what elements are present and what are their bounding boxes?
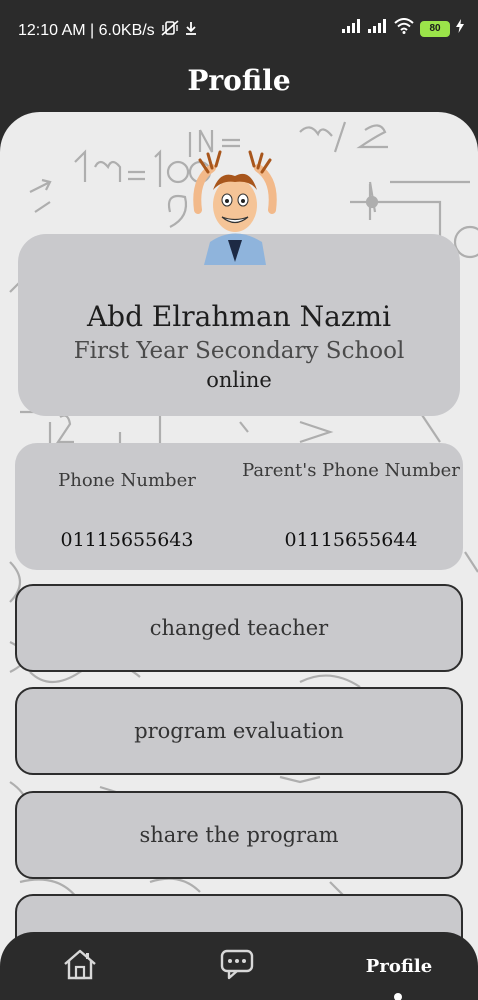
charging-icon — [456, 19, 464, 38]
nav-home[interactable] — [48, 932, 112, 1000]
status-time-speed: 12:10 AM | 6.0KB/s — [18, 21, 155, 39]
status-right — [342, 18, 464, 39]
student-name: Abd Elrahman Nazmi — [86, 300, 392, 333]
phones-card — [15, 443, 463, 570]
wifi-icon — [394, 18, 414, 39]
bottom-nav — [0, 932, 478, 1000]
student-status: online — [206, 368, 272, 392]
vibrate-off-icon — [161, 20, 179, 41]
active-tab-indicator — [394, 993, 402, 1000]
nav-profile-label: Profile — [365, 955, 433, 977]
parent-phone-section — [239, 443, 463, 570]
parent-phone-value: 01115655644 — [284, 529, 418, 551]
phone-number-value: 01115655643 — [60, 529, 194, 551]
app-bar — [0, 56, 478, 106]
chat-icon — [219, 947, 255, 985]
nav-profile[interactable] — [350, 932, 448, 1000]
program-evaluation-button[interactable]: program evaluation — [15, 687, 463, 775]
battery-indicator: 80 — [420, 21, 450, 37]
page-title: Profile — [187, 64, 291, 97]
nav-chat[interactable] — [205, 932, 269, 1000]
status-left — [18, 20, 197, 41]
phone-number-label: Phone Number — [58, 470, 196, 491]
signal-icon-2 — [368, 19, 388, 38]
share-program-button[interactable]: share the program — [15, 791, 463, 879]
signal-icon — [342, 19, 362, 38]
home-icon — [62, 947, 98, 985]
changed-teacher-button[interactable]: changed teacher — [15, 584, 463, 672]
student-grade: First Year Secondary School — [73, 338, 405, 364]
status-bar — [0, 0, 478, 60]
phone-number-section — [15, 443, 239, 570]
download-icon — [185, 21, 197, 40]
avatar — [190, 150, 280, 265]
parent-phone-label: Parent's Phone Number — [242, 460, 460, 481]
